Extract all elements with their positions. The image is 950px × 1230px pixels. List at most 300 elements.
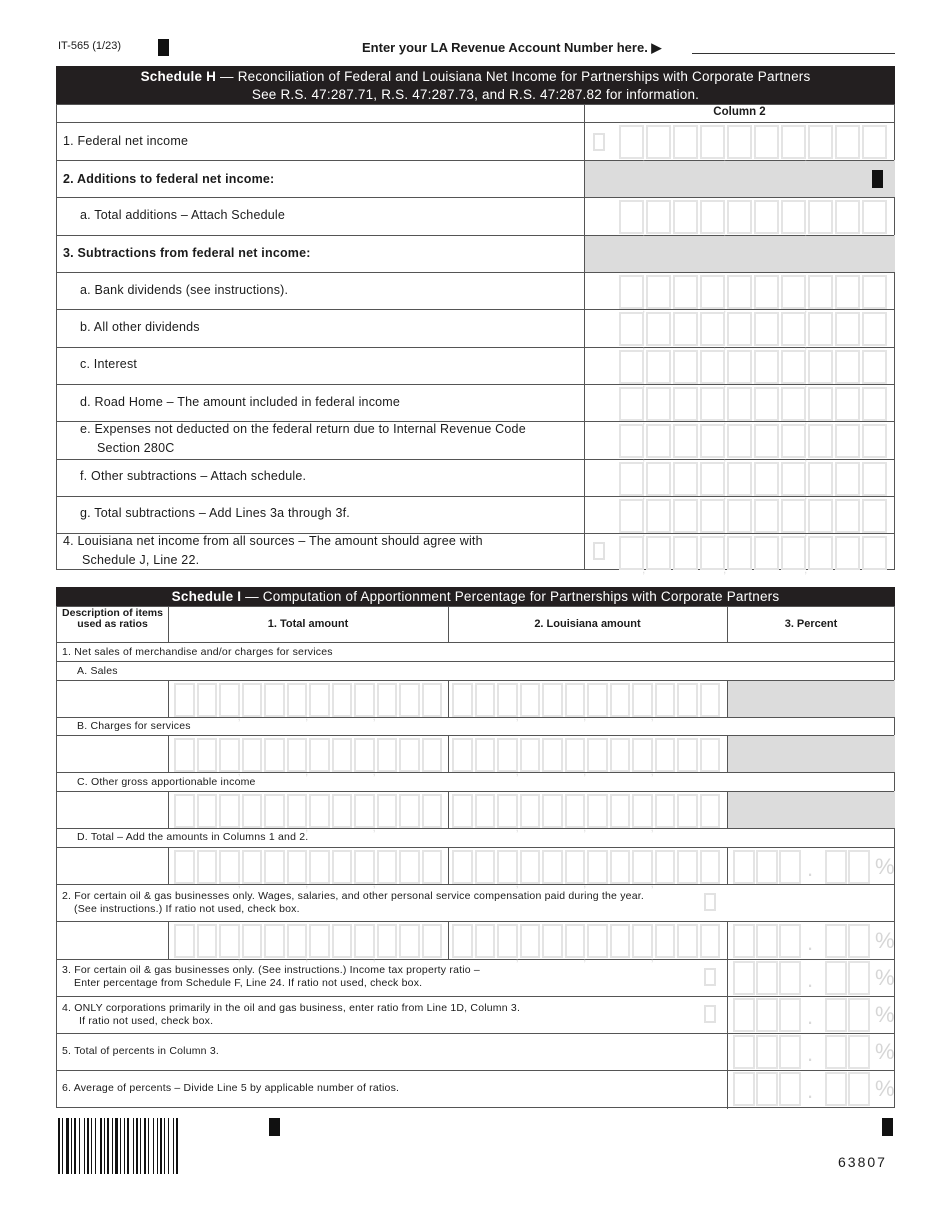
line-3e-amount-input[interactable] bbox=[619, 424, 889, 464]
digit-box[interactable] bbox=[422, 924, 443, 958]
digit-box[interactable] bbox=[475, 924, 496, 958]
digit-box[interactable] bbox=[700, 738, 721, 772]
digit-box[interactable] bbox=[354, 683, 375, 717]
digit-box[interactable] bbox=[754, 312, 779, 346]
digit-box[interactable] bbox=[677, 924, 698, 958]
digit-box[interactable] bbox=[619, 312, 644, 346]
line-1-loss-checkbox[interactable] bbox=[593, 133, 605, 151]
digit-box[interactable] bbox=[754, 536, 779, 570]
digit-box[interactable] bbox=[197, 738, 218, 772]
digit-box[interactable] bbox=[727, 424, 752, 458]
digit-box[interactable] bbox=[733, 850, 755, 884]
digit-box[interactable] bbox=[354, 924, 375, 958]
digit-box[interactable] bbox=[452, 850, 473, 884]
comma-separator: , bbox=[237, 764, 241, 778]
digit-box[interactable] bbox=[754, 387, 779, 421]
digit-box[interactable] bbox=[733, 961, 755, 995]
digit-box[interactable] bbox=[733, 998, 755, 1032]
digit-box[interactable] bbox=[808, 312, 833, 346]
digit-box[interactable] bbox=[354, 794, 375, 828]
registration-mark bbox=[269, 1118, 280, 1136]
digit-box[interactable] bbox=[862, 350, 887, 384]
digit-box[interactable] bbox=[862, 536, 887, 570]
digit-box[interactable] bbox=[520, 794, 541, 828]
digit-box[interactable] bbox=[754, 200, 779, 234]
digit-box[interactable] bbox=[835, 125, 860, 159]
digit-box[interactable] bbox=[619, 536, 644, 570]
digit-box[interactable] bbox=[399, 924, 420, 958]
digit-box[interactable] bbox=[727, 275, 752, 309]
digit-box[interactable] bbox=[781, 424, 806, 458]
digit-box[interactable] bbox=[673, 312, 698, 346]
digit-box[interactable] bbox=[835, 200, 860, 234]
digit-box[interactable] bbox=[242, 738, 263, 772]
digit-box[interactable] bbox=[422, 683, 443, 717]
digit-box[interactable] bbox=[399, 794, 420, 828]
digit-box[interactable] bbox=[677, 683, 698, 717]
digit-box[interactable] bbox=[332, 924, 353, 958]
digit-box[interactable] bbox=[632, 850, 653, 884]
digit-box[interactable] bbox=[632, 794, 653, 828]
digit-box[interactable] bbox=[673, 499, 698, 533]
digit-box[interactable] bbox=[475, 683, 496, 717]
digit-box[interactable] bbox=[587, 924, 608, 958]
digit-box[interactable] bbox=[197, 794, 218, 828]
digit-box[interactable] bbox=[835, 312, 860, 346]
digit-box[interactable] bbox=[520, 683, 541, 717]
digit-box[interactable] bbox=[646, 499, 671, 533]
digit-box[interactable] bbox=[264, 683, 285, 717]
digit-box[interactable] bbox=[354, 850, 375, 884]
digit-box[interactable] bbox=[825, 1035, 847, 1069]
row-divider bbox=[57, 347, 894, 348]
line-2-percent-input[interactable] bbox=[733, 924, 893, 958]
digit-box[interactable] bbox=[197, 683, 218, 717]
line-4-amount-input[interactable] bbox=[619, 536, 889, 576]
digit-box[interactable] bbox=[700, 536, 725, 570]
digit-box[interactable] bbox=[754, 350, 779, 384]
digit-box[interactable] bbox=[646, 536, 671, 570]
digit-box[interactable] bbox=[756, 1072, 778, 1106]
digit-box[interactable] bbox=[287, 850, 308, 884]
digit-box[interactable] bbox=[808, 125, 833, 159]
digit-box[interactable] bbox=[497, 683, 518, 717]
digit-box[interactable] bbox=[756, 924, 778, 958]
digit-box[interactable] bbox=[632, 924, 653, 958]
digit-box[interactable] bbox=[655, 794, 676, 828]
line-3-not-used-checkbox[interactable] bbox=[704, 968, 716, 986]
digit-box[interactable] bbox=[520, 924, 541, 958]
digit-box[interactable] bbox=[452, 738, 473, 772]
line-2-not-used-checkbox[interactable] bbox=[704, 893, 716, 911]
digit-box[interactable] bbox=[422, 794, 443, 828]
digit-box[interactable] bbox=[619, 424, 644, 458]
digit-box[interactable] bbox=[781, 462, 806, 496]
digit-box[interactable] bbox=[264, 794, 285, 828]
comma-separator: , bbox=[372, 876, 376, 890]
digit-box[interactable] bbox=[779, 1072, 801, 1106]
digit-box[interactable] bbox=[174, 924, 195, 958]
line-3a-amount-input[interactable] bbox=[619, 275, 889, 315]
barcode-bar bbox=[148, 1118, 149, 1174]
line-1d-percent-input[interactable] bbox=[733, 850, 893, 884]
digit-box[interactable] bbox=[700, 462, 725, 496]
digit-box[interactable] bbox=[862, 499, 887, 533]
digit-box[interactable] bbox=[377, 850, 398, 884]
digit-box[interactable] bbox=[619, 462, 644, 496]
digit-box[interactable] bbox=[808, 200, 833, 234]
digit-box[interactable] bbox=[399, 738, 420, 772]
digit-box[interactable] bbox=[309, 794, 330, 828]
digit-box[interactable] bbox=[673, 387, 698, 421]
digit-box[interactable] bbox=[779, 924, 801, 958]
digit-box[interactable] bbox=[219, 794, 240, 828]
digit-box[interactable] bbox=[727, 312, 752, 346]
digit-box[interactable] bbox=[422, 738, 443, 772]
digit-box[interactable] bbox=[655, 683, 676, 717]
digit-box[interactable] bbox=[399, 683, 420, 717]
digit-box[interactable] bbox=[781, 125, 806, 159]
digit-box[interactable] bbox=[673, 350, 698, 384]
digit-box[interactable] bbox=[354, 738, 375, 772]
digit-box[interactable] bbox=[835, 462, 860, 496]
digit-box[interactable] bbox=[646, 125, 671, 159]
digit-box[interactable] bbox=[779, 850, 801, 884]
digit-box[interactable] bbox=[619, 499, 644, 533]
digit-box[interactable] bbox=[497, 924, 518, 958]
digit-box[interactable] bbox=[733, 1072, 755, 1106]
digit-box[interactable] bbox=[309, 850, 330, 884]
line-1a-louisiana-amount-input[interactable] bbox=[452, 683, 722, 723]
digit-box[interactable] bbox=[287, 794, 308, 828]
line-1b-total-amount-input[interactable] bbox=[174, 738, 444, 778]
digit-box[interactable] bbox=[781, 499, 806, 533]
digit-box[interactable] bbox=[452, 924, 473, 958]
digit-box[interactable] bbox=[862, 312, 887, 346]
digit-box[interactable] bbox=[700, 499, 725, 533]
comma-separator: , bbox=[723, 338, 727, 352]
digit-box[interactable] bbox=[781, 350, 806, 384]
digit-box[interactable] bbox=[242, 850, 263, 884]
digit-box[interactable] bbox=[808, 462, 833, 496]
line-1b-louisiana-amount-input[interactable] bbox=[452, 738, 722, 778]
digit-box[interactable] bbox=[756, 850, 778, 884]
digit-box[interactable] bbox=[825, 924, 847, 958]
digit-box[interactable] bbox=[287, 683, 308, 717]
digit-box[interactable] bbox=[756, 961, 778, 995]
barcode-bar bbox=[58, 1118, 60, 1174]
digit-box[interactable] bbox=[332, 738, 353, 772]
line-3d-label: d. Road Home – The amount included in federal income bbox=[80, 395, 401, 409]
line-5-percent-input[interactable] bbox=[733, 1035, 893, 1069]
digit-box[interactable] bbox=[242, 683, 263, 717]
digit-box[interactable] bbox=[219, 683, 240, 717]
digit-box[interactable] bbox=[781, 312, 806, 346]
account-number-field[interactable] bbox=[692, 53, 895, 54]
digit-box[interactable] bbox=[808, 499, 833, 533]
digit-box[interactable] bbox=[565, 850, 586, 884]
digit-box[interactable] bbox=[475, 738, 496, 772]
digit-box[interactable] bbox=[779, 1035, 801, 1069]
digit-box[interactable] bbox=[754, 499, 779, 533]
digit-box[interactable] bbox=[219, 738, 240, 772]
digit-box[interactable] bbox=[646, 424, 671, 458]
digit-box[interactable] bbox=[835, 387, 860, 421]
barcode-bar bbox=[104, 1118, 105, 1174]
digit-box[interactable] bbox=[565, 738, 586, 772]
digit-box[interactable] bbox=[587, 850, 608, 884]
digit-box[interactable] bbox=[264, 924, 285, 958]
digit-box[interactable] bbox=[219, 850, 240, 884]
line-4-not-used-checkbox[interactable] bbox=[704, 1005, 716, 1023]
digit-box[interactable] bbox=[619, 200, 644, 234]
digit-box[interactable] bbox=[673, 536, 698, 570]
digit-box[interactable] bbox=[542, 794, 563, 828]
digit-box[interactable] bbox=[565, 924, 586, 958]
digit-box[interactable] bbox=[700, 850, 721, 884]
line-3c-amount-input[interactable] bbox=[619, 350, 889, 390]
digit-box[interactable] bbox=[377, 794, 398, 828]
digit-box[interactable] bbox=[610, 738, 631, 772]
digit-box[interactable] bbox=[825, 998, 847, 1032]
line-1d-total-amount-input[interactable] bbox=[174, 850, 444, 890]
digit-box[interactable] bbox=[422, 850, 443, 884]
digit-box[interactable] bbox=[835, 350, 860, 384]
digit-box[interactable] bbox=[452, 794, 473, 828]
digit-box[interactable] bbox=[399, 850, 420, 884]
digit-box[interactable] bbox=[475, 850, 496, 884]
digit-box[interactable] bbox=[174, 738, 195, 772]
digit-box[interactable] bbox=[287, 738, 308, 772]
digit-box[interactable] bbox=[646, 462, 671, 496]
line-1c-total-amount-input[interactable] bbox=[174, 794, 444, 834]
digit-box[interactable] bbox=[779, 961, 801, 995]
digit-box[interactable] bbox=[587, 794, 608, 828]
digit-box[interactable] bbox=[808, 387, 833, 421]
digit-box[interactable] bbox=[808, 350, 833, 384]
digit-box[interactable] bbox=[848, 1072, 870, 1106]
digit-box[interactable] bbox=[377, 683, 398, 717]
digit-box[interactable] bbox=[677, 850, 698, 884]
digit-box[interactable] bbox=[700, 200, 725, 234]
digit-box[interactable] bbox=[700, 683, 721, 717]
digit-box[interactable] bbox=[781, 536, 806, 570]
line-2-louisiana-amount-input[interactable] bbox=[452, 924, 722, 964]
digit-box[interactable] bbox=[825, 1072, 847, 1106]
line-6-percent-input[interactable] bbox=[733, 1072, 893, 1106]
digit-box[interactable] bbox=[727, 387, 752, 421]
digit-box[interactable] bbox=[862, 200, 887, 234]
column-divider bbox=[168, 791, 169, 828]
digit-box[interactable] bbox=[264, 738, 285, 772]
line-4-loss-checkbox[interactable] bbox=[593, 542, 605, 560]
digit-box[interactable] bbox=[242, 924, 263, 958]
digit-box[interactable] bbox=[610, 794, 631, 828]
digit-box[interactable] bbox=[565, 794, 586, 828]
digit-box[interactable] bbox=[264, 850, 285, 884]
digit-box[interactable] bbox=[632, 683, 653, 717]
digit-box[interactable] bbox=[733, 1035, 755, 1069]
digit-box[interactable] bbox=[673, 125, 698, 159]
digit-box[interactable] bbox=[219, 924, 240, 958]
digit-box[interactable] bbox=[174, 683, 195, 717]
line-1c-louisiana-amount-input[interactable] bbox=[452, 794, 722, 834]
digit-box[interactable] bbox=[835, 275, 860, 309]
line-2a-amount-input[interactable] bbox=[619, 200, 889, 240]
digit-box[interactable] bbox=[700, 794, 721, 828]
line-1-amount-input[interactable] bbox=[619, 125, 889, 165]
column-divider bbox=[727, 847, 728, 884]
digit-box[interactable] bbox=[673, 424, 698, 458]
barcode-bar bbox=[107, 1118, 109, 1174]
digit-box[interactable] bbox=[520, 738, 541, 772]
digit-box[interactable] bbox=[646, 275, 671, 309]
line-3b-amount-input[interactable] bbox=[619, 312, 889, 352]
digit-box[interactable] bbox=[646, 200, 671, 234]
digit-box[interactable] bbox=[848, 998, 870, 1032]
digit-box[interactable] bbox=[754, 275, 779, 309]
digit-box[interactable] bbox=[862, 275, 887, 309]
comma-separator: , bbox=[305, 764, 309, 778]
digit-box[interactable] bbox=[848, 1035, 870, 1069]
digit-box[interactable] bbox=[520, 850, 541, 884]
line-3d-amount-input[interactable] bbox=[619, 387, 889, 427]
line-1d-louisiana-amount-input[interactable] bbox=[452, 850, 722, 890]
digit-box[interactable] bbox=[677, 738, 698, 772]
line-1a-total-amount-input[interactable] bbox=[174, 683, 444, 723]
digit-box[interactable] bbox=[825, 850, 847, 884]
digit-box[interactable] bbox=[848, 961, 870, 995]
digit-box[interactable] bbox=[475, 794, 496, 828]
digit-box[interactable] bbox=[497, 850, 518, 884]
digit-box[interactable] bbox=[309, 924, 330, 958]
digit-box[interactable] bbox=[727, 350, 752, 384]
comma-separator: , bbox=[804, 562, 808, 576]
digit-box[interactable] bbox=[835, 424, 860, 458]
digit-box[interactable] bbox=[700, 387, 725, 421]
digit-box[interactable] bbox=[655, 924, 676, 958]
digit-box[interactable] bbox=[646, 387, 671, 421]
digit-box[interactable] bbox=[542, 738, 563, 772]
digit-box[interactable] bbox=[700, 125, 725, 159]
digit-box[interactable] bbox=[242, 794, 263, 828]
digit-box[interactable] bbox=[673, 200, 698, 234]
digit-box[interactable] bbox=[754, 462, 779, 496]
digit-box[interactable] bbox=[808, 275, 833, 309]
digit-box[interactable] bbox=[619, 350, 644, 384]
digit-box[interactable] bbox=[632, 738, 653, 772]
line-3f-amount-input[interactable] bbox=[619, 462, 889, 502]
digit-box[interactable] bbox=[619, 387, 644, 421]
digit-box[interactable] bbox=[655, 738, 676, 772]
digit-box[interactable] bbox=[587, 738, 608, 772]
digit-box[interactable] bbox=[700, 312, 725, 346]
digit-box[interactable] bbox=[452, 683, 473, 717]
digit-box[interactable] bbox=[587, 683, 608, 717]
digit-box[interactable] bbox=[377, 738, 398, 772]
digit-box[interactable] bbox=[542, 924, 563, 958]
digit-box[interactable] bbox=[862, 125, 887, 159]
digit-box[interactable] bbox=[646, 312, 671, 346]
digit-box[interactable] bbox=[808, 536, 833, 570]
digit-box[interactable] bbox=[733, 924, 755, 958]
digit-box[interactable] bbox=[727, 125, 752, 159]
digit-box[interactable] bbox=[565, 683, 586, 717]
digit-box[interactable] bbox=[673, 275, 698, 309]
digit-box[interactable] bbox=[619, 125, 644, 159]
digit-box[interactable] bbox=[332, 683, 353, 717]
digit-box[interactable] bbox=[174, 850, 195, 884]
digit-box[interactable] bbox=[835, 536, 860, 570]
digit-box[interactable] bbox=[756, 998, 778, 1032]
line-3g-amount-input[interactable] bbox=[619, 499, 889, 539]
digit-box[interactable] bbox=[610, 850, 631, 884]
digit-box[interactable] bbox=[862, 424, 887, 458]
digit-box[interactable] bbox=[332, 850, 353, 884]
digit-box[interactable] bbox=[542, 683, 563, 717]
column-divider bbox=[168, 735, 169, 772]
digit-box[interactable] bbox=[174, 794, 195, 828]
line-2-total-amount-input[interactable] bbox=[174, 924, 444, 964]
digit-box[interactable] bbox=[377, 924, 398, 958]
percent-sign: % bbox=[875, 965, 895, 990]
digit-box[interactable] bbox=[309, 683, 330, 717]
digit-box[interactable] bbox=[862, 387, 887, 421]
digit-box[interactable] bbox=[781, 275, 806, 309]
digit-box[interactable] bbox=[610, 924, 631, 958]
line-3-percent-input[interactable] bbox=[733, 961, 893, 995]
digit-box[interactable] bbox=[700, 275, 725, 309]
digit-box[interactable] bbox=[287, 924, 308, 958]
digit-box[interactable] bbox=[862, 462, 887, 496]
digit-box[interactable] bbox=[848, 924, 870, 958]
digit-box[interactable] bbox=[781, 387, 806, 421]
digit-box[interactable] bbox=[197, 850, 218, 884]
digit-box[interactable] bbox=[825, 961, 847, 995]
digit-box[interactable] bbox=[754, 125, 779, 159]
digit-box[interactable] bbox=[497, 738, 518, 772]
digit-box[interactable] bbox=[646, 350, 671, 384]
digit-box[interactable] bbox=[727, 499, 752, 533]
line-4-percent-input[interactable] bbox=[733, 998, 893, 1032]
comma-separator: , bbox=[650, 764, 654, 778]
digit-box[interactable] bbox=[756, 1035, 778, 1069]
digit-box[interactable] bbox=[779, 998, 801, 1032]
digit-box[interactable] bbox=[781, 200, 806, 234]
digit-box[interactable] bbox=[700, 424, 725, 458]
digit-box[interactable] bbox=[497, 794, 518, 828]
digit-box[interactable] bbox=[197, 924, 218, 958]
digit-box[interactable] bbox=[808, 424, 833, 458]
digit-box[interactable] bbox=[677, 794, 698, 828]
digit-box[interactable] bbox=[754, 424, 779, 458]
digit-box[interactable] bbox=[619, 275, 644, 309]
digit-box[interactable] bbox=[835, 499, 860, 533]
digit-box[interactable] bbox=[727, 536, 752, 570]
digit-box[interactable] bbox=[332, 794, 353, 828]
digit-box[interactable] bbox=[848, 850, 870, 884]
digit-box[interactable] bbox=[655, 850, 676, 884]
schedule-h-subtitle: See R.S. 47:287.71, R.S. 47:287.73, and R.S. 47:287.82 for information. bbox=[251, 87, 700, 102]
digit-box[interactable] bbox=[610, 683, 631, 717]
digit-box[interactable] bbox=[700, 350, 725, 384]
digit-box[interactable] bbox=[727, 462, 752, 496]
digit-box[interactable] bbox=[309, 738, 330, 772]
digit-box[interactable] bbox=[727, 200, 752, 234]
digit-box[interactable] bbox=[700, 924, 721, 958]
digit-box[interactable] bbox=[542, 850, 563, 884]
digit-box[interactable] bbox=[673, 462, 698, 496]
